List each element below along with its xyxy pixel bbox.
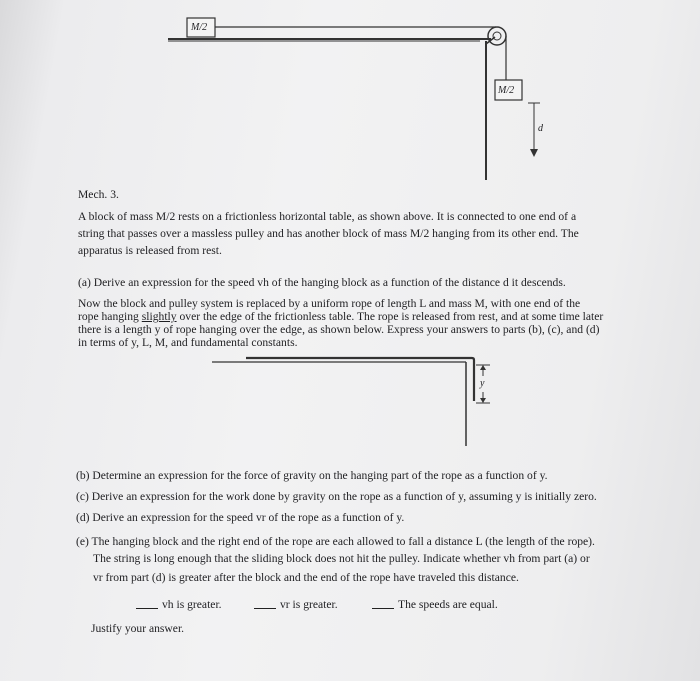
- part-a: (a) Derive an expression for the speed vh of the hanging block as a function of the distance d it descends.: [78, 276, 566, 289]
- part-e-line-1: (e) The hanging block and the right end of the rope are each allowed to fall a distance L (the length of the rope).: [76, 535, 595, 548]
- choice-2-label: vr is greater.: [280, 598, 338, 611]
- choice-1-blank[interactable]: [136, 608, 158, 609]
- justify-prompt: Justify your answer.: [91, 622, 185, 635]
- choice-2-blank[interactable]: [254, 608, 276, 609]
- rope-path: [246, 358, 474, 401]
- rope-length-label: y: [480, 378, 485, 389]
- intro-line-3: apparatus is released from rest.: [78, 244, 222, 257]
- part-e-line-2: The string is long enough that the sliding block does not hit the pulley. Indicate whether vh from part (a) or: [93, 552, 590, 565]
- intro-line-2: string that passes over a massless pulley and has another block of mass M/2 hanging from its other end. The: [78, 227, 579, 240]
- top-block-label: M/2: [191, 22, 208, 33]
- rope-line-1: Now the block and pulley system is replaced by a uniform rope of length L and mass M, with one end of the: [78, 297, 581, 310]
- part-d: (d) Derive an expression for the speed vr of the rope as a function of y.: [76, 511, 405, 524]
- choice-3-label: The speeds are equal.: [398, 598, 498, 611]
- choice-vr-greater[interactable]: [254, 598, 338, 612]
- hanging-block-label: M/2: [498, 85, 515, 96]
- part-b: (b) Determine an expression for the force of gravity on the hanging part of the rope as a function of y.: [76, 469, 548, 482]
- problem-heading: Mech. 3.: [78, 188, 119, 201]
- distance-label: d: [538, 123, 543, 134]
- intro-line-1: A block of mass M/2 rests on a frictionless horizontal table, as shown above. It is connected to one end of a: [78, 210, 577, 223]
- choice-1-label: vh is greater.: [162, 598, 222, 611]
- choice-vh-greater[interactable]: [136, 598, 222, 612]
- part-e-line-3: vr from part (d) is greater after the block and the end of the rope have traveled this distance.: [93, 571, 519, 584]
- choice-speeds-equal[interactable]: [372, 598, 498, 612]
- choice-3-blank[interactable]: [372, 608, 394, 609]
- rope-line-3: there is a length y of rope hanging over the edge, as shown below. Express your answers to parts (b), (c), and (d): [78, 323, 600, 336]
- pulley-icon: [486, 27, 506, 45]
- rope-line-2-post: over the edge of the frictionless table. The rope is released from rest, and at some time later: [179, 310, 604, 323]
- rope-line-4: in terms of y, L, M, and fundamental constants.: [78, 336, 298, 349]
- rope-line-2: [78, 310, 603, 324]
- rope-line-2-underlined: slightly: [141, 310, 177, 323]
- rope-line-2-pre: rope hanging: [78, 310, 139, 323]
- part-c: (c) Derive an expression for the work done by gravity on the rope as a function of y, assuming y is initially zero.: [76, 490, 597, 503]
- figure-rope: [212, 358, 490, 446]
